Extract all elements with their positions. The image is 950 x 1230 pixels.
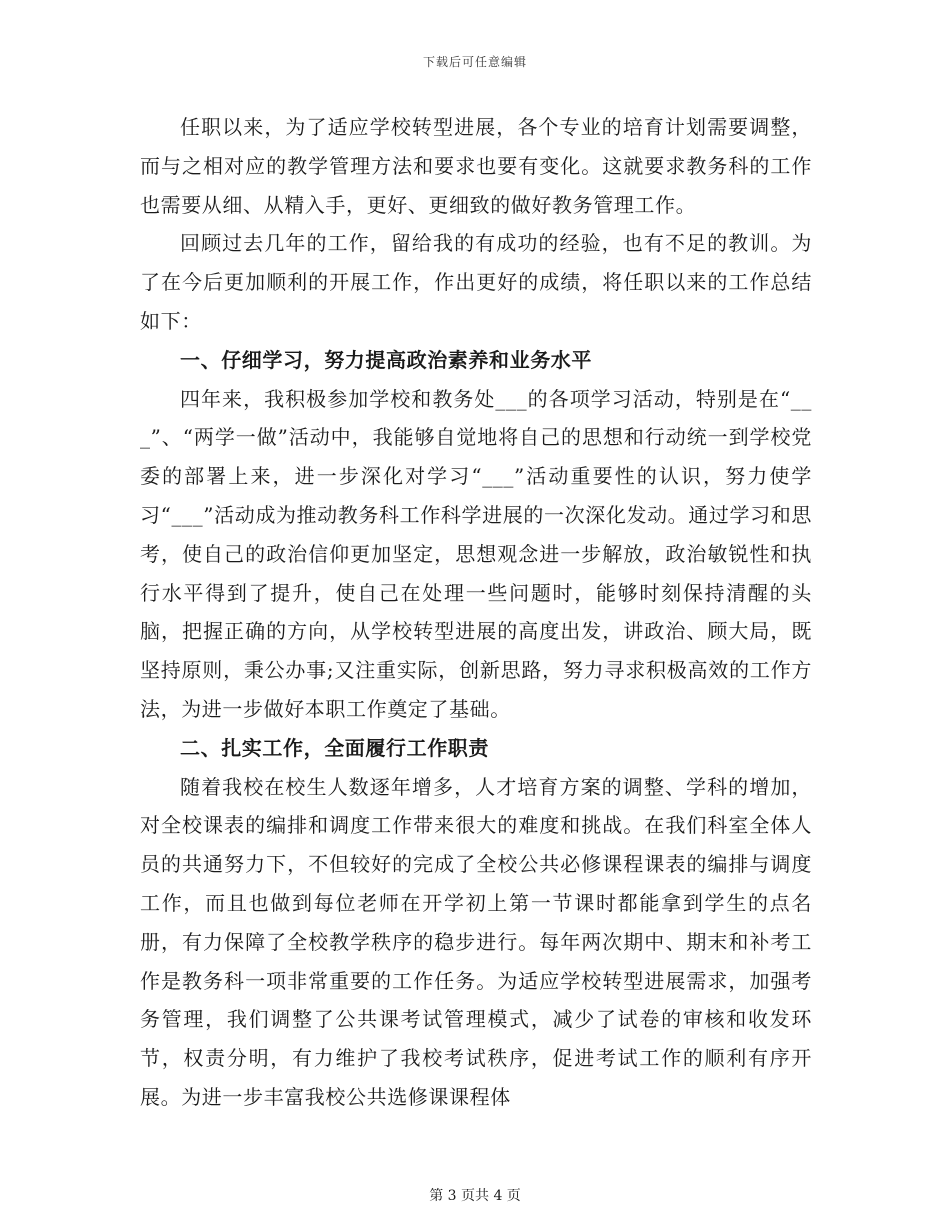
document-body [140, 108, 812, 1117]
paragraph-study: 四年来，我积极参加学校和教务处___的各项学习活动，特别是在“___”、“两学一做”活动中，我能够自觉地将自己的思想和行动统一到学校党委的部署上来，进一步深化对学习“___”活动重要性的认识，努力使学习“___”活动成为推动教务科工作科学进展的一次深化发动。通过学习和思考，使自己的政治信仰更加坚定，思想观念进一步解放，政治敏锐性和执行水平得到了提升，使自己在处理一些问题时，能够时刻保持清醒的头脑，把握正确的方向，从学校转型进展的高度出发，讲政治、顾大局，既坚持原则，秉公办事;又注重实际，创新思路，努力寻求积极高效的工作方法，为进一步做好本职工作奠定了基础。 [140, 386, 812, 721]
paragraph-work: 随着我校在校生人数逐年增多，人才培育方案的调整、学科的增加，对全校课表的编排和调度工作带来很大的难度和挑战。在我们科室全体人员的共通努力下，不但较好的完成了全校公共必修课程课表的编排与调度工作，而且也做到每位老师在开学初上第一节课时都能拿到学生的点名册，有力保障了全校教学秩序的稳步进行。每年两次期中、期末和补考工作是教务科一项非常重要的工作任务。为适应学校转型进展需求，加强考务管理，我们调整了公共课考试管理模式，减少了试卷的审核和收发环节，权责分明，有力维护了我校考试秩序，促进考试工作的顺利有序开展。为进一步丰富我校公共选修课课程体 [140, 774, 812, 1109]
section-heading-2: 二、扎实工作，全面履行工作职责 [180, 735, 489, 760]
paragraph-review: 回顾过去几年的工作，留给我的有成功的经验，也有不足的教训。为了在今后更加顺利的开展工作，作出更好的成绩，将任职以来的工作总结如下： [140, 231, 812, 333]
page-header-note: 下载后可任意编辑 [422, 55, 527, 69]
section-heading-1: 一、仔细学习，努力提高政治素养和业务水平 [180, 347, 592, 372]
page-number-footer: 第 3 页共 4 页 [429, 1188, 521, 1204]
paragraph-intro: 任职以来，为了适应学校转型进展，各个专业的培育计划需要调整，而与之相对应的教学管理方法和要求也要有变化。这就要求教务科的工作也需要从细、从精入手，更好、更细致的做好教务管理工作。 [140, 115, 812, 217]
